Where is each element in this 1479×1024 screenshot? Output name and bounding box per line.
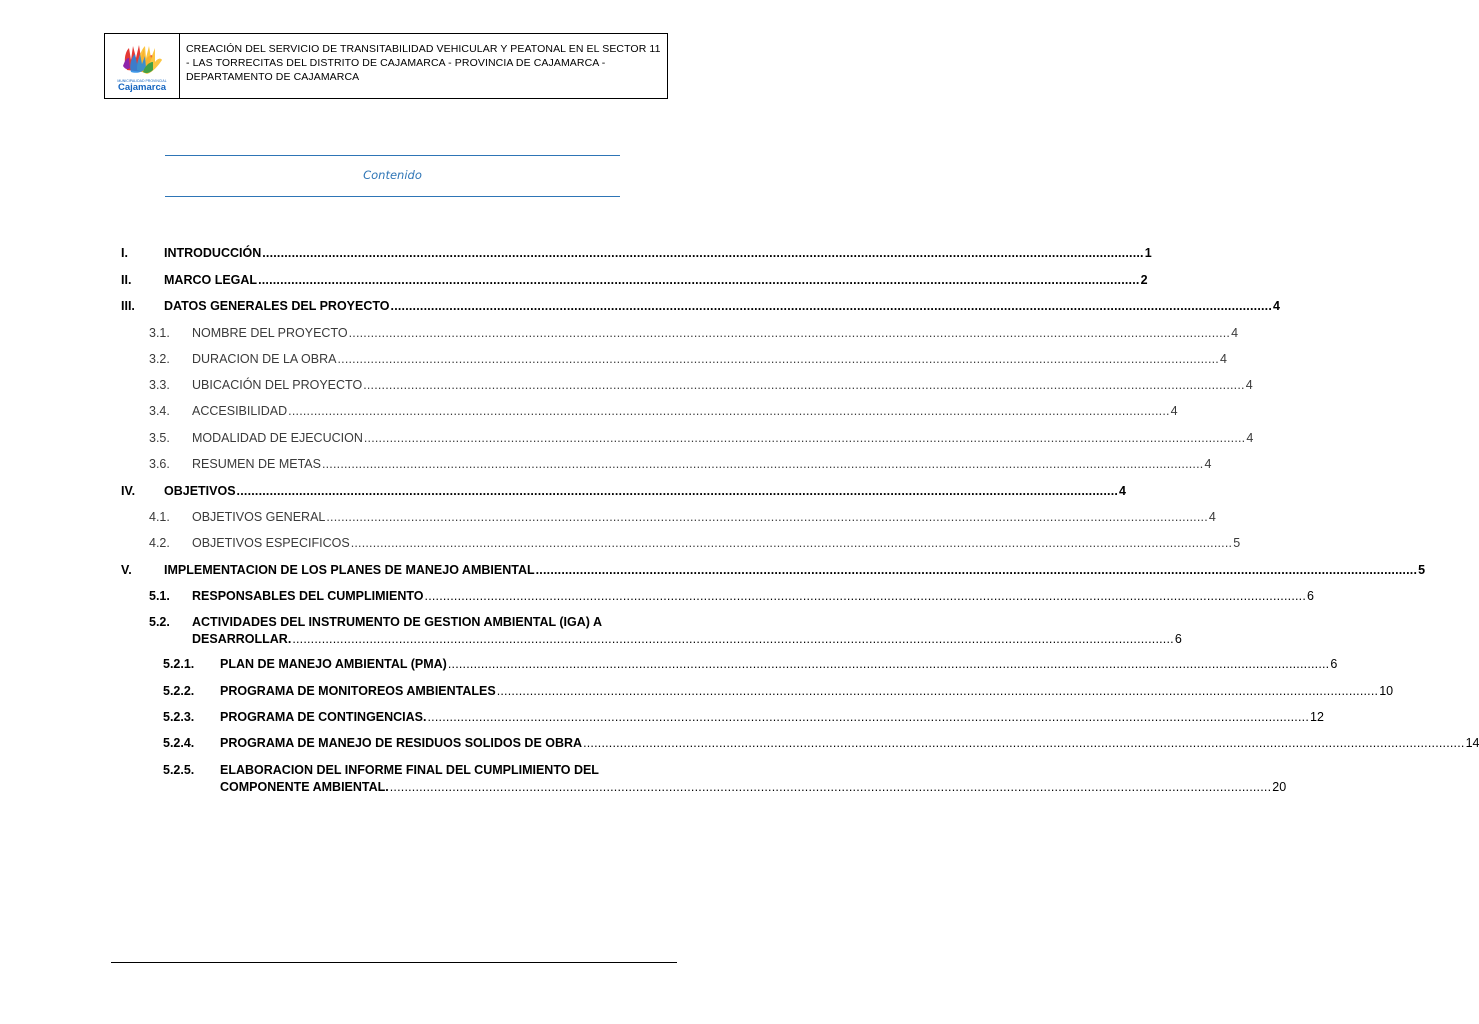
toc-entry[interactable] — [149, 589, 1314, 603]
toc-entry[interactable] — [163, 657, 1338, 671]
toc-number: 5.2. — [149, 615, 170, 629]
toc-number: 3.1. — [149, 326, 170, 340]
toc-entry[interactable] — [163, 763, 1287, 794]
toc-leader — [337, 352, 1219, 366]
toc-title: MARCO LEGAL — [164, 273, 258, 287]
toc-number: V. — [121, 563, 132, 577]
toc-entry[interactable] — [163, 736, 1479, 750]
toc-leader — [364, 431, 1246, 445]
toc-title: OBJETIVOS GENERAL — [192, 510, 326, 524]
toc-leader — [288, 404, 1170, 418]
toc-page: 4 — [1246, 431, 1254, 445]
toc-entry[interactable] — [149, 431, 1254, 445]
toc-page: 14 — [1465, 736, 1479, 750]
toc-leader — [425, 589, 1307, 603]
toc-title: INTRODUCCIÓN — [164, 246, 262, 260]
header-title: CREACIÓN DEL SERVICIO DE TRANSITABILIDAD VEHICULAR Y PEATONAL EN EL SECTOR 11 - LAS TORRECITAS DEL DISTRITO DE CAJAMARCA - PROVINCIA DE CAJAMARCA - DEPARTAMENTO DE CAJAMARCA — [186, 43, 661, 83]
toc-leader — [322, 457, 1204, 471]
toc-title: DURACION DE LA OBRA — [192, 352, 337, 366]
toc-entry[interactable] — [149, 352, 1227, 366]
toc-page: 1 — [1144, 246, 1152, 260]
toc-page: 12 — [1310, 710, 1324, 724]
toc-number: 5.2.4. — [163, 736, 195, 750]
toc-page: 4 — [1204, 457, 1212, 471]
toc-number: 5.2.3. — [163, 710, 195, 724]
toc-number: 4.1. — [149, 510, 170, 524]
toc-title: ACCESIBILIDAD — [192, 404, 288, 418]
toc-title: PROGRAMA DE CONTINGENCIAS. — [220, 710, 427, 724]
toc-title: RESUMEN DE METAS — [192, 457, 321, 471]
toc-title: RESPONSABLES DEL CUMPLIMIENTO — [192, 589, 424, 603]
toc-page: 5 — [1233, 536, 1241, 550]
footer-rule — [111, 962, 677, 963]
toc-title: ACTIVIDADES DEL INSTRUMENTO DE GESTION AMBIENTAL (IGA) A — [192, 615, 602, 629]
toc-leader — [448, 657, 1330, 671]
toc-number: I. — [121, 246, 128, 260]
toc-entry[interactable] — [149, 615, 1182, 646]
toc-number: 4.2. — [149, 536, 170, 550]
toc-number: 5.1. — [149, 589, 170, 603]
toc-leader — [497, 684, 1379, 698]
toc-leader — [363, 378, 1245, 392]
toc-number: 3.4. — [149, 404, 170, 418]
toc-page: 6 — [1307, 589, 1314, 603]
toc-leader — [428, 710, 1310, 724]
toc-number: 3.5. — [149, 431, 170, 445]
toc-leader — [351, 536, 1233, 550]
toc-page: 10 — [1379, 684, 1394, 698]
toc-leader — [262, 246, 1144, 260]
toc-title: OBJETIVOS ESPECIFICOS — [192, 536, 350, 550]
toc-title: OBJETIVOS — [164, 484, 236, 498]
toc-number: IV. — [121, 484, 136, 498]
toc-leader — [349, 326, 1231, 340]
toc-entry[interactable] — [121, 484, 1126, 498]
toc-leader — [583, 736, 1465, 750]
toc-title: PLAN DE MANEJO AMBIENTAL (PMA) — [220, 657, 447, 671]
toc-title: UBICACIÓN DEL PROYECTO — [192, 378, 363, 392]
toc-title: IMPLEMENTACION DE LOS PLANES DE MANEJO AMBIENTAL — [164, 563, 535, 577]
logo-text: Cajamarca — [117, 82, 167, 93]
toc-entry[interactable] — [149, 536, 1241, 550]
toc-entry[interactable] — [163, 684, 1394, 698]
logo-small-text: MUNICIPALIDAD PROVINCIAL — [117, 79, 167, 83]
toc-entry[interactable] — [121, 273, 1148, 287]
toc-leader — [391, 299, 1273, 313]
toc-leader — [536, 563, 1418, 577]
toc-page: 4 — [1170, 404, 1178, 418]
toc-leader — [292, 632, 1174, 646]
toc-leader — [258, 273, 1140, 287]
toc-leader — [237, 484, 1119, 498]
toc-title: PROGRAMA DE MONITOREOS AMBIENTALES — [220, 684, 496, 698]
toc-page: 6 — [1330, 657, 1338, 671]
toc-entry[interactable] — [149, 326, 1239, 340]
toc-number: 5.2.1. — [163, 657, 195, 671]
toc-entry[interactable] — [121, 299, 1280, 313]
toc-page: 20 — [1272, 780, 1287, 794]
toc-entry[interactable] — [149, 378, 1253, 392]
toc-entry[interactable] — [121, 246, 1152, 260]
toc-number: II. — [121, 273, 132, 287]
toc-page: 4 — [1245, 378, 1253, 392]
toc-page: 6 — [1174, 632, 1182, 646]
toc-title: DATOS GENERALES DEL PROYECTO — [164, 299, 390, 313]
toc-title-continued: DESARROLLAR. — [192, 632, 292, 646]
toc-page: 4 — [1231, 326, 1239, 340]
toc-entry[interactable] — [121, 563, 1426, 577]
toc-number: III. — [121, 299, 135, 313]
toc-number: 5.2.5. — [163, 763, 195, 777]
toc-number: 3.3. — [149, 378, 170, 392]
toc-title: NOMBRE DEL PROYECTO — [192, 326, 348, 340]
toc-entry[interactable] — [149, 404, 1178, 418]
toc-number: 5.2.2. — [163, 684, 195, 698]
toc-number: 3.6. — [149, 457, 170, 471]
toc-page: 4 — [1219, 352, 1227, 366]
toc-leader — [390, 780, 1272, 794]
toc-entry[interactable] — [163, 710, 1324, 724]
toc-title-continued: COMPONENTE AMBIENTAL. — [220, 780, 389, 794]
contents-heading: Contenido — [363, 168, 422, 182]
toc-number: 3.2. — [149, 352, 170, 366]
toc-title: PROGRAMA DE MANEJO DE RESIDUOS SOLIDOS DE OBRA — [220, 736, 583, 750]
toc-page: 5 — [1418, 563, 1426, 577]
toc-entry[interactable] — [149, 457, 1212, 471]
toc-page: 4 — [1273, 299, 1280, 313]
toc-page: 4 — [1119, 484, 1126, 498]
toc-title: MODALIDAD DE EJECUCION — [192, 431, 363, 445]
toc-leader — [326, 510, 1208, 524]
toc-page: 2 — [1140, 273, 1148, 287]
toc-entry[interactable] — [149, 510, 1216, 524]
toc-page: 4 — [1208, 510, 1216, 524]
toc-title: ELABORACION DEL INFORME FINAL DEL CUMPLIMIENTO DEL — [220, 763, 599, 777]
